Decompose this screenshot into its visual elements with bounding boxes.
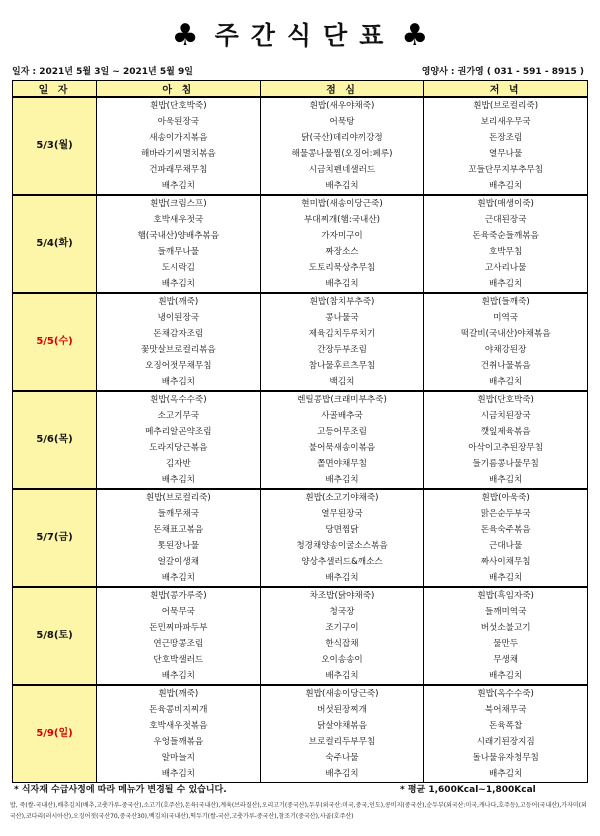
dinner-item: 흰밥(매생이죽) [424, 195, 588, 212]
dinner-item: 돈육죽순들깨볶음 [424, 228, 588, 244]
dinner-item: 떡갈비(국내산)야채볶음 [424, 326, 588, 342]
menu-row [13, 456, 588, 472]
lunch-item: 쫄면야채무침 [260, 456, 424, 472]
lunch-item: 브로컬리두부무침 [260, 734, 424, 750]
column-header-dinner: 저 녁 [424, 81, 588, 98]
title-bar [0, 14, 600, 58]
menu-row [13, 114, 588, 130]
menu-row [13, 440, 588, 456]
menu-row [13, 652, 588, 668]
dinner-item: 들깨미역국 [424, 604, 588, 620]
menu-row [13, 636, 588, 652]
breakfast-item: 아욱된장국 [97, 114, 261, 130]
breakfast-item: 흰밥(크림스프) [97, 195, 261, 212]
menu-row [13, 276, 588, 293]
menu-row [13, 718, 588, 734]
dinner-item: 건취나물볶음 [424, 358, 588, 374]
breakfast-item: 도시락김 [97, 260, 261, 276]
menu-row [13, 326, 588, 342]
menu-row [13, 538, 588, 554]
breakfast-item: 돈채감자조림 [97, 326, 261, 342]
breakfast-item: 흰밥(콩가루죽) [97, 587, 261, 604]
breakfast-item: 돈육콩비지찌개 [97, 702, 261, 718]
menu-row [13, 766, 588, 783]
dinner-item: 짜사이채무침 [424, 554, 588, 570]
dinner-item: 배추김치 [424, 374, 588, 391]
menu-row [13, 424, 588, 440]
breakfast-item: 호박새우젓국 [97, 212, 261, 228]
dinner-item: 돈장조림 [424, 130, 588, 146]
breakfast-item: 흰밥(브로컬리죽) [97, 489, 261, 506]
dinner-item: 꼬들단무지부추무침 [424, 162, 588, 178]
lunch-item: 배추김치 [260, 178, 424, 195]
lunch-item: 어묵탕 [260, 114, 424, 130]
dinner-item: 무생채 [424, 652, 588, 668]
lunch-item: 고등어무조림 [260, 424, 424, 440]
breakfast-item: 들깨무채국 [97, 506, 261, 522]
menu-row [13, 228, 588, 244]
lunch-item: 당면찜닭 [260, 522, 424, 538]
lunch-item: 사골배추국 [260, 408, 424, 424]
dinner-item: 야채강된장 [424, 342, 588, 358]
lunch-item: 닭살야채볶음 [260, 718, 424, 734]
breakfast-item: 배추김치 [97, 766, 261, 783]
lunch-item: 배추김치 [260, 276, 424, 293]
dinner-item: 고사리나물 [424, 260, 588, 276]
dinner-item: 돌나물유자청무침 [424, 750, 588, 766]
nutritionist-text: 영양사 : 권가영 ( 031 - 591 - 8915 ) [421, 67, 584, 77]
lunch-item: 가자미구이 [260, 228, 424, 244]
header-row [13, 81, 588, 98]
dinner-item: 흰밥(아욱죽) [424, 489, 588, 506]
lunch-item: 해물콩나물찜(오징어:페루) [260, 146, 424, 162]
breakfast-item: 호박새우젓볶음 [97, 718, 261, 734]
dinner-item: 맑은순두부국 [424, 506, 588, 522]
menu-row [13, 489, 588, 506]
menu-row [13, 587, 588, 604]
menu-table [12, 80, 588, 783]
lunch-item: 제육김치두루치기 [260, 326, 424, 342]
day-date: 5/3(월) [13, 97, 97, 195]
lunch-item: 배추김치 [260, 570, 424, 587]
breakfast-item: 메추리알곤약조림 [97, 424, 261, 440]
dinner-item: 아삭이고추된장무침 [424, 440, 588, 456]
menu-row [13, 97, 588, 114]
menu-row [13, 391, 588, 408]
dinner-item: 북어채무국 [424, 702, 588, 718]
lunch-item: 숙주나물 [260, 750, 424, 766]
menu-row [13, 342, 588, 358]
dinner-item: 시래기된장지짐 [424, 734, 588, 750]
breakfast-item: 돈민찌마파두부 [97, 620, 261, 636]
lunch-item: 흰밥(새송이당근죽) [260, 685, 424, 702]
breakfast-item: 꽃맛살브로컬리볶음 [97, 342, 261, 358]
breakfast-item: 해바라기씨멸치볶음 [97, 146, 261, 162]
lunch-item: 배추김치 [260, 766, 424, 783]
dinner-item: 흰밥(들깨죽) [424, 293, 588, 310]
breakfast-item: 새송이가지볶음 [97, 130, 261, 146]
breakfast-item: 흰밥(깨죽) [97, 685, 261, 702]
breakfast-item: 배추김치 [97, 668, 261, 685]
menu-row [13, 522, 588, 538]
dinner-item: 물만두 [424, 636, 588, 652]
breakfast-item: 배추김치 [97, 472, 261, 489]
club-icon-left: ♣ [171, 18, 199, 53]
menu-row [13, 604, 588, 620]
dinner-item: 배추김치 [424, 472, 588, 489]
dinner-item: 돈육폭찹 [424, 718, 588, 734]
footer-kcal: * 평균 1,600Kcal~1,800Kcal [400, 785, 536, 795]
menu-row [13, 702, 588, 718]
lunch-item: 양상추샐러드&깨소스 [260, 554, 424, 570]
breakfast-item: 배추김치 [97, 570, 261, 587]
lunch-item: 버섯된장찌개 [260, 702, 424, 718]
origin-text: 밥, 죽(쌀-국내산),배추김치(배추,고춧가루-중국산),소고기(호주산),돈육(국내산),계육(브라질산),오리고기(중국산),두부(외국산:미국,중국,인도),콩비지(중국산),순두부(외국산:미국,캐나다,호주등),고등어(국내산),가자미(외국산),코다리(러시아산),오징어젓(국산70,중국산30),백김치(국내산),떡두기(쌀-국산,고춧가루-중국산),참조기(중국산),사골(호주산) [10, 802, 587, 820]
breakfast-item: 연근땅콩조림 [97, 636, 261, 652]
lunch-item: 콩나물국 [260, 310, 424, 326]
dinner-item: 보리새우무국 [424, 114, 588, 130]
breakfast-item: 햄(국내산)양배추볶음 [97, 228, 261, 244]
breakfast-item: 건파래무채무침 [97, 162, 261, 178]
dinner-item: 배추김치 [424, 668, 588, 685]
breakfast-item: 흰밥(단호박죽) [97, 97, 261, 114]
lunch-item: 백김치 [260, 374, 424, 391]
lunch-item: 배추김치 [260, 668, 424, 685]
menu-row [13, 178, 588, 195]
breakfast-item: 김자반 [97, 456, 261, 472]
day-date: 5/8(토) [13, 587, 97, 685]
lunch-item: 오이송송이 [260, 652, 424, 668]
footer-note: * 식자재 수급사정에 따라 메뉴가 변경될 수 있습니다. [14, 785, 227, 795]
lunch-item: 시금치펜네샐러드 [260, 162, 424, 178]
lunch-item: 현미밥(새송이당근죽) [260, 195, 424, 212]
period-text: 일자 : 2021년 5월 3일 ~ 2021년 5월 9일 [12, 67, 193, 77]
lunch-item: 간장두부조림 [260, 342, 424, 358]
lunch-item: 열무된장국 [260, 506, 424, 522]
dinner-item: 배추김치 [424, 276, 588, 293]
dinner-item: 호박무침 [424, 244, 588, 260]
lunch-item: 배추김치 [260, 472, 424, 489]
dinner-item: 흰밥(흑임자죽) [424, 587, 588, 604]
lunch-item: 청국장 [260, 604, 424, 620]
page-title: 주간식단표 [214, 21, 396, 50]
day-date: 5/9(일) [13, 685, 97, 783]
menu-row [13, 358, 588, 374]
lunch-item: 청경채양송이굴소스볶음 [260, 538, 424, 554]
breakfast-item: 도라지당근볶음 [97, 440, 261, 456]
menu-row [13, 685, 588, 702]
dinner-item: 시금치된장국 [424, 408, 588, 424]
menu-row [13, 506, 588, 522]
day-date: 5/4(화) [13, 195, 97, 293]
breakfast-item: 흰밥(옥수수죽) [97, 391, 261, 408]
dinner-item: 흰밥(브로컬리죽) [424, 97, 588, 114]
lunch-item: 불어묵새송이볶음 [260, 440, 424, 456]
breakfast-item: 소고기무국 [97, 408, 261, 424]
dinner-item: 열무나물 [424, 146, 588, 162]
menu-row [13, 374, 588, 391]
breakfast-item: 돈채표고볶음 [97, 522, 261, 538]
dinner-item: 미역국 [424, 310, 588, 326]
menu-body [13, 97, 588, 783]
menu-row [13, 244, 588, 260]
lunch-item: 흰밥(참치부추죽) [260, 293, 424, 310]
column-header-lunch: 점 심 [260, 81, 424, 98]
lunch-item: 조기구이 [260, 620, 424, 636]
dinner-item: 들기름콩나물무침 [424, 456, 588, 472]
menu-row [13, 195, 588, 212]
breakfast-item: 흰밥(깨죽) [97, 293, 261, 310]
day-date: 5/7(금) [13, 489, 97, 587]
dinner-item: 배추김치 [424, 766, 588, 783]
lunch-item: 도토리묵상추무침 [260, 260, 424, 276]
dinner-item: 깻잎제육볶음 [424, 424, 588, 440]
menu-row [13, 408, 588, 424]
menu-row [13, 620, 588, 636]
breakfast-item: 우엉들깨볶음 [97, 734, 261, 750]
breakfast-item: 들깨무나물 [97, 244, 261, 260]
breakfast-item: 톳된장나물 [97, 538, 261, 554]
dinner-item: 흰밥(옥수수죽) [424, 685, 588, 702]
menu-row [13, 668, 588, 685]
menu-row [13, 212, 588, 228]
dinner-item: 근대나물 [424, 538, 588, 554]
dinner-item: 배추김치 [424, 178, 588, 195]
dinner-item: 버섯소불고기 [424, 620, 588, 636]
dinner-item: 배추김치 [424, 570, 588, 587]
lunch-item: 참나물후르츠무침 [260, 358, 424, 374]
info-line [12, 64, 592, 78]
menu-row [13, 130, 588, 146]
lunch-item: 닭(국산)데리야끼강정 [260, 130, 424, 146]
dinner-item: 흰밥(단호박죽) [424, 391, 588, 408]
menu-row [13, 146, 588, 162]
breakfast-item: 어묵무국 [97, 604, 261, 620]
lunch-item: 차조밥(닭야채죽) [260, 587, 424, 604]
dinner-item: 근대된장국 [424, 212, 588, 228]
breakfast-item: 배추김치 [97, 178, 261, 195]
column-header-breakfast: 아 침 [97, 81, 261, 98]
menu-row [13, 260, 588, 276]
menu-row [13, 310, 588, 326]
menu-row [13, 570, 588, 587]
menu-row [13, 472, 588, 489]
menu-row [13, 554, 588, 570]
menu-row [13, 734, 588, 750]
breakfast-item: 배추김치 [97, 276, 261, 293]
breakfast-item: 얼갈이생채 [97, 554, 261, 570]
menu-row [13, 750, 588, 766]
lunch-item: 부대찌개(햄:국내산) [260, 212, 424, 228]
breakfast-item: 오징어젓무채무침 [97, 358, 261, 374]
lunch-item: 한식잡채 [260, 636, 424, 652]
lunch-item: 흰밥(소고기야채죽) [260, 489, 424, 506]
lunch-item: 렌틸콩밥(크래미부추죽) [260, 391, 424, 408]
menu-row [13, 293, 588, 310]
lunch-item: 흰밥(새우야채죽) [260, 97, 424, 114]
breakfast-item: 냉이된장국 [97, 310, 261, 326]
day-date: 5/6(목) [13, 391, 97, 489]
breakfast-item: 단호박샐러드 [97, 652, 261, 668]
menu-row [13, 162, 588, 178]
dinner-item: 돈육숙주볶음 [424, 522, 588, 538]
column-header-date: 일 자 [13, 81, 97, 98]
breakfast-item: 알마늘지 [97, 750, 261, 766]
club-icon-right: ♣ [401, 18, 429, 53]
day-date: 5/5(수) [13, 293, 97, 391]
breakfast-item: 배추김치 [97, 374, 261, 391]
lunch-item: 짜장소스 [260, 244, 424, 260]
